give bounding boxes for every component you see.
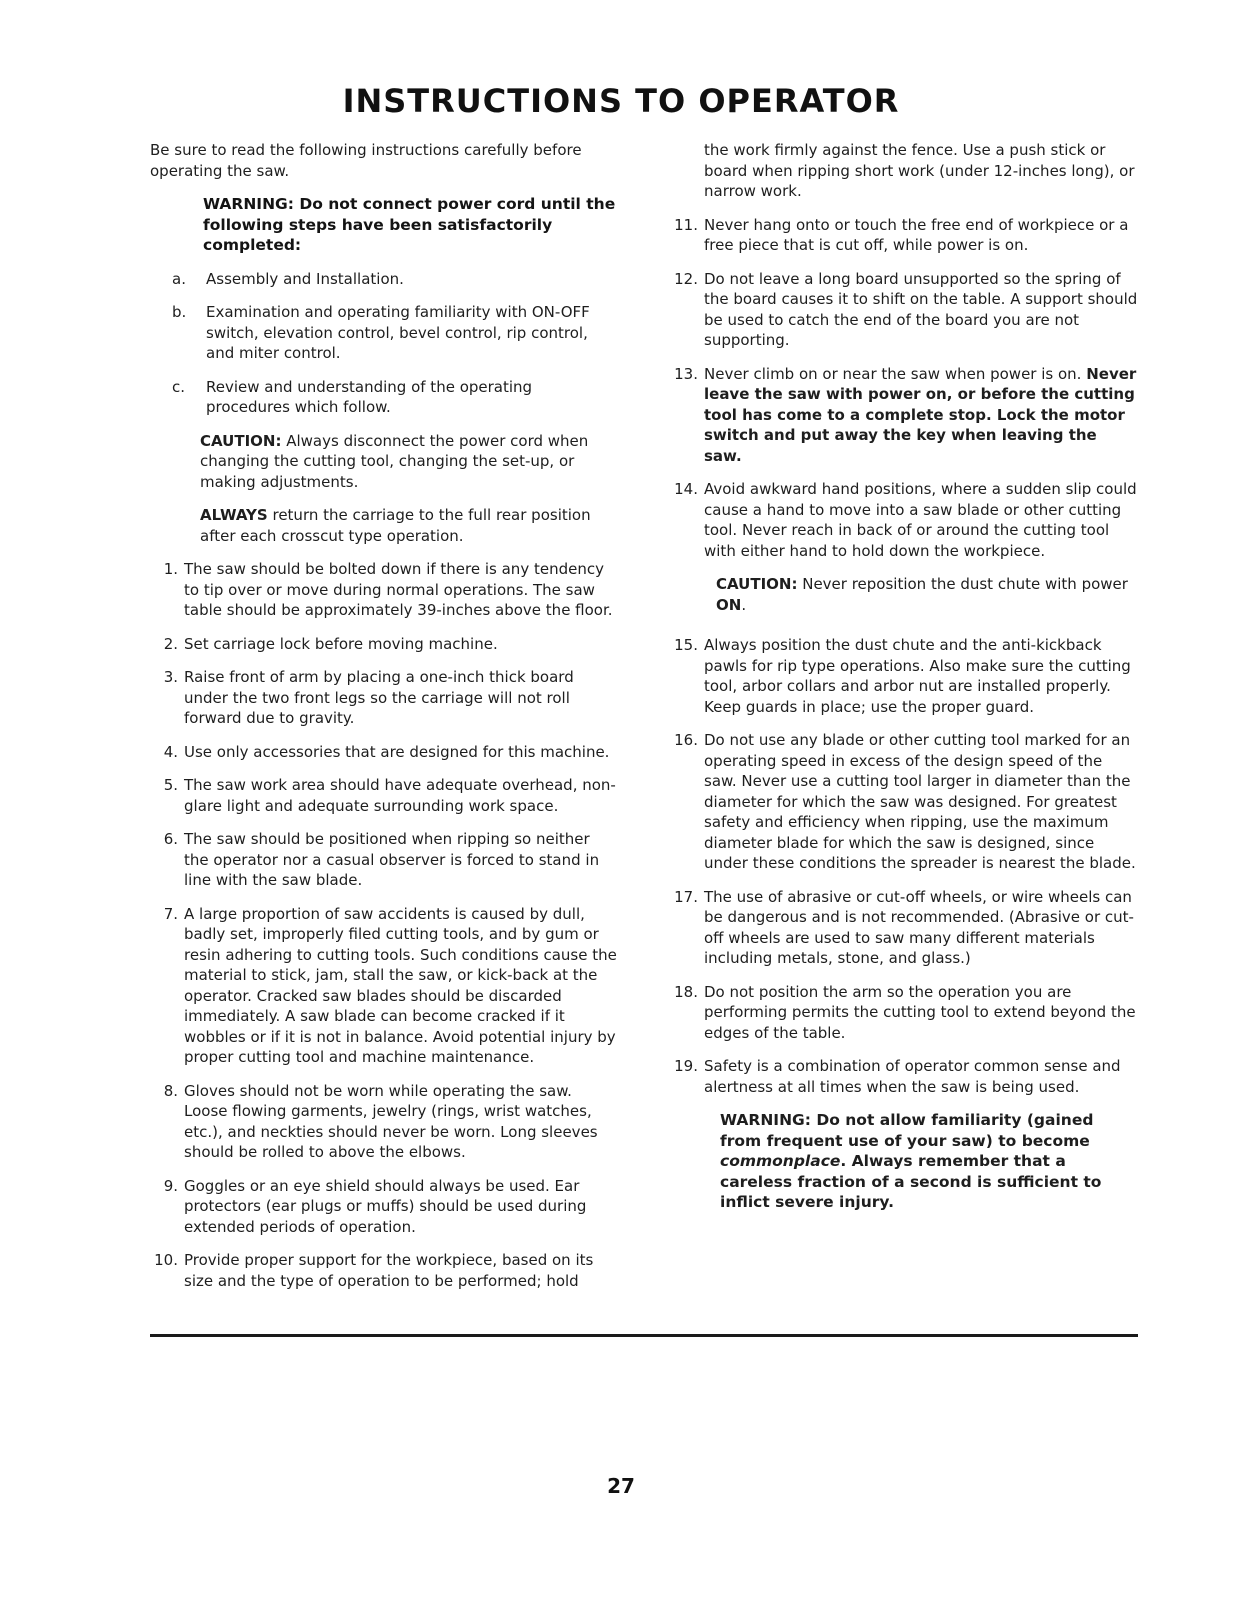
item-number: 19. — [674, 1057, 698, 1075]
item-text: Raise front of arm by placing a one-inch thick board under the two front legs so the carriage will not roll forward due to gravity. — [184, 668, 574, 727]
caution-text: Always disconnect the power cord when changing the cutting tool, changing the set-up, or making adjustments. — [200, 431, 589, 491]
list-item — [172, 302, 618, 364]
always-text: return the carriage to the full rear position after each crosscut type operation. — [200, 506, 591, 545]
intro-text: Be sure to read the following instructions carefully before operating the saw. — [150, 141, 582, 180]
always-note — [200, 505, 618, 546]
bottom-rule — [150, 1334, 1138, 1337]
list-item — [150, 667, 618, 729]
item-number: 2. — [163, 634, 178, 653]
page-title: INSTRUCTIONS TO OPERATOR — [342, 82, 900, 120]
item-number: 14. — [674, 480, 698, 498]
list-marker: a. — [172, 269, 186, 288]
list-item — [670, 479, 1138, 561]
list-marker: c. — [172, 377, 186, 396]
item-text: A large proportion of saw accidents is caused by dull, badly set, improperly filed cutting tools, and by gum or resin adhering to cutting tools. Such conditions cause the material to stick, jam, stall the saw, or kick-back at the operator. Cracked saw blades should be discarded immediately. A saw blade can become cracked if it wobbles or if it is not in balance. Avoid potential injury by proper cutting tool and machine maintenance. — [184, 904, 617, 1066]
item-text: Do not position the arm so the operation you are performing permits the cutting tool to extend beyond the edges of the table. — [704, 982, 1136, 1042]
item-text: Gloves should not be worn while operating the saw. Loose flowing garments, jewelry (rings, wrist watches, etc.), and neckties should never be worn. Long sleeves should be rolled to above the elbows. — [184, 1081, 598, 1161]
item-text: The saw should be bolted down if there is any tendency to tip over or move during normal operations. The saw table should be approximately 39-inches above the floor. — [184, 560, 613, 619]
item-number: 13. — [674, 364, 698, 383]
item-text: Never hang onto or touch the free end of workpiece or a free piece that is cut off, while power is on. — [704, 215, 1129, 254]
item-number: 15. — [674, 636, 698, 654]
always-lead: ALWAYS — [200, 506, 268, 524]
list-text: Examination and operating familiarity with ON-OFF switch, elevation control, bevel control, rip control, and miter control. — [206, 303, 590, 362]
list-item — [172, 269, 618, 290]
list-marker: b. — [172, 303, 187, 321]
list-item — [150, 904, 618, 1068]
warning-text-b: . Always remember that a careless fraction of a second is sufficient to inflict severe injury. — [720, 1152, 1102, 1211]
list-item — [670, 982, 1138, 1044]
list-item — [150, 829, 618, 891]
caution-lead: CAUTION: — [200, 431, 282, 450]
list-text: Review and understanding of the operating procedures which follow. — [206, 377, 533, 416]
item-number: 16. — [674, 731, 698, 749]
list-item — [150, 559, 618, 621]
item-number: 1. — [163, 560, 178, 578]
caution-on: ON — [716, 595, 742, 614]
list-item — [172, 377, 618, 418]
caution-note — [200, 431, 618, 493]
item-text: Provide proper support for the workpiece, based on its size and the type of operation to be performed; hold — [184, 1251, 594, 1290]
item-13-plain: Never climb on or near the saw when power is on. — [704, 364, 1087, 383]
list-item — [670, 635, 1138, 717]
item-10-continued: the work firmly against the fence. Use a push stick or board when ripping short work (under 12-inches long), or narrow work. — [704, 141, 1135, 200]
item-number: 7. — [163, 904, 178, 923]
list-item — [670, 887, 1138, 969]
item-number: 12. — [674, 269, 698, 288]
list-item — [670, 269, 1138, 351]
item-text: Always position the dust chute and the anti-kickback pawls for rip type operations. Also make sure the cutting tool, arbor collars and arbor nut are installed properly. Keep guards in place; use the proper guard. — [704, 636, 1131, 716]
item-text: Do not use any blade or other cutting tool marked for an operating speed in excess of the design speed of the saw. Never use a cutting tool larger in diameter than the diameter for which the saw was designed. For greatest safety and efficiency when ripping, use the maximum diameter blade for which the saw is designed, since under these conditions the spreader is nearest the blade. — [704, 731, 1136, 872]
warning-top: WARNING: Do not connect power cord until the following steps have been satisfactorily completed: — [203, 195, 616, 254]
list-item — [670, 215, 1138, 256]
caution-dust-chute — [716, 574, 1138, 615]
item-text — [704, 364, 1138, 467]
list-item — [150, 1250, 618, 1291]
item-text: Avoid awkward hand positions, where a sudden slip could cause a hand to move into a saw blade or other cutting tool. Never reach in back of or around the cutting tool with either hand to hold down the workpiece. — [704, 480, 1137, 560]
item-text: Use only accessories that are designed for this machine. — [184, 742, 610, 761]
item-text: The use of abrasive or cut-off wheels, or wire wheels can be dangerous and is not recommended. (Abrasive or cut-off wheels are used to saw many different materials including metals, stone, and glass.) — [704, 887, 1134, 967]
item-number: 9. — [163, 1176, 178, 1195]
item-number: 8. — [163, 1081, 178, 1100]
right-column — [670, 140, 1138, 1213]
list-item — [150, 634, 618, 655]
item-number: 11. — [674, 215, 698, 234]
item-number: 18. — [674, 982, 698, 1001]
item-text: Safety is a combination of operator common sense and alertness at all times when the saw is being used. — [704, 1057, 1121, 1096]
list-item — [670, 364, 1138, 467]
item-13-bold: Never leave the saw with power on, or before the cutting tool has come to a complete stop. Lock the motor switch and put away the key when leaving the saw. — [704, 364, 1137, 465]
item-number: 3. — [163, 668, 178, 686]
item-text: Set carriage lock before moving machine. — [184, 634, 498, 653]
list-item — [670, 730, 1138, 874]
item-number: 5. — [163, 776, 178, 794]
numbered-list-right — [670, 215, 1138, 562]
left-column — [150, 140, 618, 1304]
item-number: 17. — [674, 887, 698, 906]
item-number: 10. — [154, 1251, 178, 1269]
lettered-list — [172, 269, 618, 418]
item-text: The saw should be positioned when ripping so neither the operator nor a casual observer is forced to stand in line with the saw blade. — [184, 830, 600, 889]
caution-end: . — [741, 595, 747, 614]
list-text: Assembly and Installation. — [206, 269, 404, 288]
page-number: 27 — [607, 1474, 635, 1498]
item-number: 4. — [163, 742, 178, 761]
warning-italic: commonplace — [720, 1152, 841, 1170]
item-text: Do not leave a long board unsupported so the spring of the board causes it to shift on the table. A support should be used to catch the end of the board you are not supporting. — [704, 269, 1138, 349]
item-number: 6. — [163, 830, 178, 848]
item-text: The saw work area should have adequate overhead, non-glare light and adequate surrounding work space. — [184, 776, 616, 815]
caution-lead: CAUTION: — [716, 575, 798, 593]
warning-bottom — [720, 1110, 1138, 1213]
list-item — [150, 775, 618, 816]
warning-text-a: WARNING: Do not allow familiarity (gained from frequent use of your saw) to become — [720, 1111, 1094, 1150]
caution-text: Never reposition the dust chute with power — [797, 575, 1128, 593]
numbered-list-left — [150, 559, 618, 1291]
list-item — [150, 742, 618, 763]
list-item — [150, 1081, 618, 1163]
item-text: Goggles or an eye shield should always be used. Ear protectors (ear plugs or muffs) should be used during extended periods of operation. — [184, 1176, 587, 1236]
list-item — [150, 1176, 618, 1238]
list-item — [670, 1056, 1138, 1097]
numbered-list-right-2 — [670, 635, 1138, 1097]
